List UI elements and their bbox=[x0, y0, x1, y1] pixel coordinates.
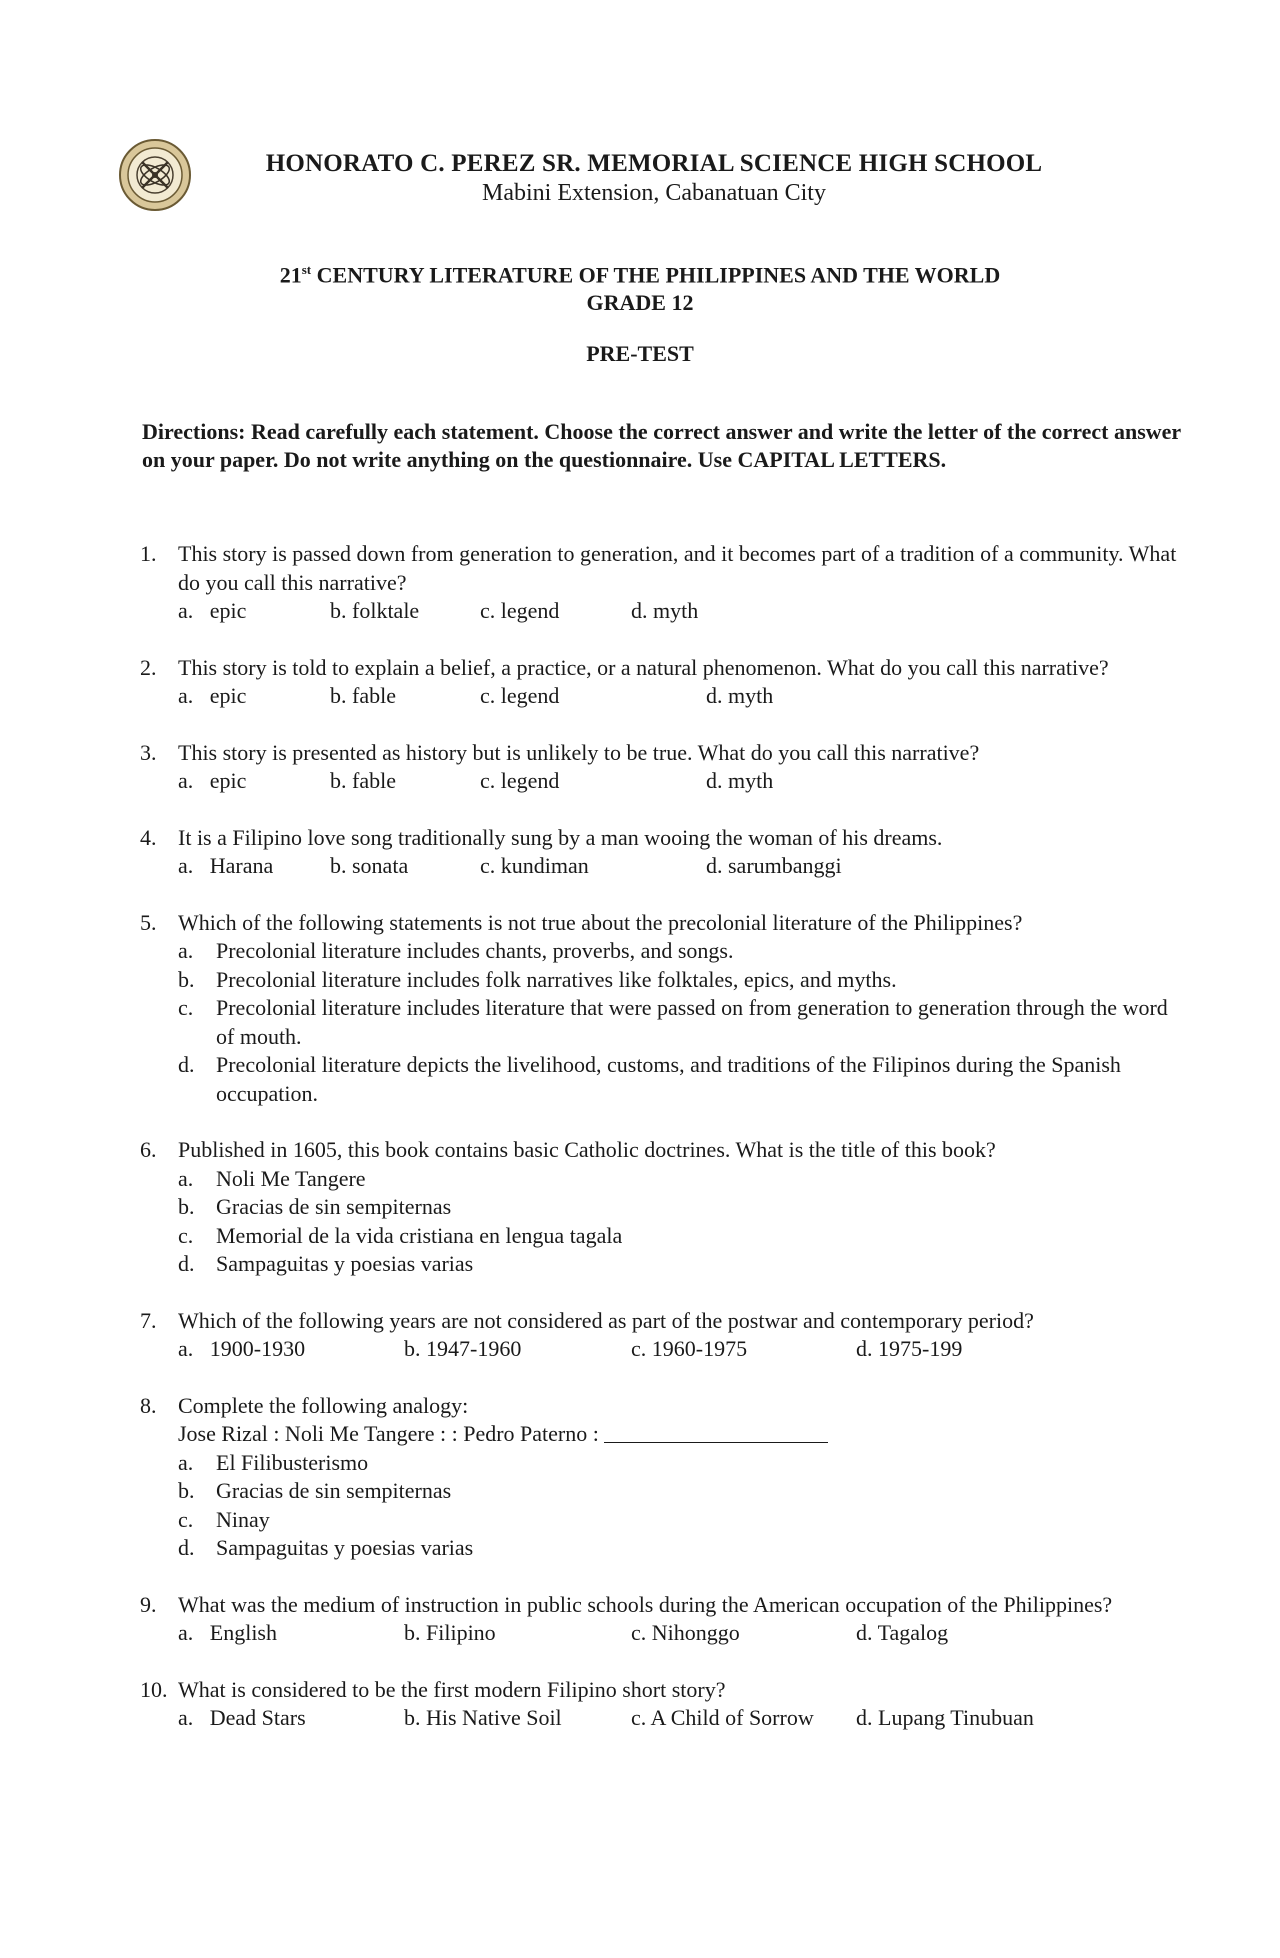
question-text: Complete the following analogy: bbox=[178, 1392, 469, 1418]
analogy-line bbox=[178, 1420, 1188, 1449]
subject-title bbox=[0, 262, 1280, 288]
question-text: Which of the following statements is not true about the precolonial literature of the Philippines? bbox=[178, 909, 1023, 935]
school-header bbox=[0, 136, 1280, 216]
question-number: 6. bbox=[140, 1137, 157, 1162]
question-text: Which of the following years are not considered as part of the postwar and contemporary period? bbox=[178, 1307, 1034, 1333]
question-number: 8. bbox=[140, 1392, 157, 1418]
question-list bbox=[0, 540, 1280, 1761]
question-10 bbox=[0, 1676, 1280, 1733]
question-text: It is a Filipino love song traditionally sung by a man wooing the woman of his dreams. bbox=[178, 824, 943, 850]
question-1 bbox=[0, 540, 1280, 626]
subject-ordinal: 21 bbox=[279, 262, 302, 288]
option-b: b. His Native Soil bbox=[404, 1705, 562, 1730]
subject-title-rest: CENTURY LITERATURE OF THE PHILIPPINES AND THE WORLD bbox=[311, 262, 1001, 288]
subject-ordinal-suffix: st bbox=[301, 262, 312, 277]
question-text: Published in 1605, this book contains basic Catholic doctrines. What is the title of this book? bbox=[178, 1137, 996, 1162]
options-row bbox=[178, 1619, 1280, 1648]
options-row bbox=[178, 597, 1280, 626]
option-b bbox=[178, 1477, 1188, 1506]
option-d bbox=[178, 1250, 1188, 1279]
option-text: Sampaguitas y poesias varias bbox=[216, 1251, 474, 1276]
question-text: What is considered to be the first modern Filipino short story? bbox=[178, 1676, 726, 1702]
question-5 bbox=[0, 909, 1280, 1109]
option-text: Precolonial literature depicts the livelihood, customs, and traditions of the Filipinos during the Spanish occupation. bbox=[216, 1052, 1121, 1106]
option-a: a. epic bbox=[178, 683, 247, 708]
option-text: Gracias de sin sempiternas bbox=[216, 1478, 452, 1503]
option-c bbox=[178, 1222, 1188, 1251]
question-number: 2. bbox=[140, 654, 157, 680]
option-letter: d. bbox=[178, 1535, 195, 1560]
option-letter: c. bbox=[178, 1506, 194, 1532]
question-number: 9. bbox=[140, 1591, 157, 1617]
options-row bbox=[178, 682, 1280, 711]
option-c: c. legend bbox=[480, 598, 560, 623]
option-letter: d. bbox=[178, 1052, 195, 1077]
option-d: d. 1975-199 bbox=[856, 1336, 963, 1361]
question-3 bbox=[0, 739, 1280, 796]
question-6 bbox=[0, 1136, 1280, 1279]
option-letter: b. bbox=[178, 1194, 195, 1219]
answer-blank bbox=[604, 1422, 828, 1443]
options-list bbox=[178, 1449, 1188, 1563]
option-letter: b. bbox=[178, 966, 195, 992]
option-a: a. epic bbox=[178, 598, 247, 623]
option-letter: d. bbox=[178, 1251, 195, 1276]
options-row bbox=[178, 852, 1280, 881]
question-number: 3. bbox=[140, 739, 157, 765]
option-text: Memorial de la vida cristiana en lengua tagala bbox=[216, 1222, 623, 1248]
question-text: This story is passed down from generation to generation, and it becomes part of a tradition of a community. What do you call this narrative? bbox=[178, 541, 1177, 595]
option-b: b. fable bbox=[330, 768, 396, 793]
option-c: c. 1960-1975 bbox=[631, 1336, 748, 1361]
option-letter: c. bbox=[178, 1222, 194, 1248]
options-row bbox=[178, 767, 1280, 796]
option-text: Precolonial literature includes literature that were passed on from generation to generation through the word of mouth. bbox=[216, 995, 1168, 1049]
option-d: d. sarumbanggi bbox=[706, 853, 842, 878]
option-a bbox=[178, 937, 1188, 966]
option-text: Gracias de sin sempiternas bbox=[216, 1194, 452, 1219]
option-a: a. Harana bbox=[178, 853, 274, 878]
question-text: This story is told to explain a belief, a practice, or a natural phenomenon. What do you call this narrative? bbox=[178, 654, 1109, 680]
option-b bbox=[178, 1193, 1188, 1222]
question-9 bbox=[0, 1591, 1280, 1648]
option-a bbox=[178, 1449, 1188, 1478]
option-a: a. English bbox=[178, 1620, 277, 1645]
option-letter: b. bbox=[178, 1478, 195, 1503]
question-text: This story is presented as history but is unlikely to be true. What do you call this narrative? bbox=[178, 739, 980, 765]
question-7 bbox=[0, 1307, 1280, 1364]
option-b: b. folktale bbox=[330, 598, 420, 623]
option-c: c. A Child of Sorrow bbox=[631, 1705, 814, 1730]
option-a bbox=[178, 1165, 1188, 1194]
option-c: c. kundiman bbox=[480, 853, 589, 878]
option-d: d. myth bbox=[631, 598, 699, 623]
question-number: 1. bbox=[140, 541, 157, 566]
option-letter: a. bbox=[178, 1449, 194, 1475]
option-b: b. fable bbox=[330, 683, 396, 708]
option-c bbox=[178, 1506, 1188, 1535]
option-letter: a. bbox=[178, 1165, 194, 1191]
option-a: a. 1900-1930 bbox=[178, 1336, 306, 1361]
option-letter: a. bbox=[178, 938, 194, 963]
analogy-text: Jose Rizal : Noli Me Tangere : : Pedro Paterno : bbox=[178, 1421, 599, 1446]
question-4 bbox=[0, 824, 1280, 881]
school-address: Mabini Extension, Cabanatuan City bbox=[482, 180, 826, 206]
test-type: PRE-TEST bbox=[586, 341, 694, 366]
option-text: El Filibusterismo bbox=[216, 1449, 369, 1475]
options-list bbox=[178, 937, 1188, 1108]
option-d: d. myth bbox=[706, 683, 774, 708]
option-c bbox=[178, 994, 1188, 1051]
directions: Directions: Read carefully each statement. Choose the correct answer and write the letter of the correct answer on your paper. Do not write anything on the questionnaire. Use CAPITAL LETTERS. bbox=[142, 419, 1181, 472]
option-text: Precolonial literature includes chants, proverbs, and songs. bbox=[216, 938, 734, 963]
option-c: c. legend bbox=[480, 683, 560, 708]
option-d: d. myth bbox=[706, 768, 774, 793]
question-number: 10. bbox=[140, 1676, 168, 1702]
option-text: Sampaguitas y poesias varias bbox=[216, 1535, 474, 1560]
option-a: a. epic bbox=[178, 768, 247, 793]
question-2 bbox=[0, 654, 1280, 711]
option-d bbox=[178, 1051, 1188, 1108]
option-d: d. Lupang Tinubuan bbox=[856, 1705, 1034, 1730]
option-d: d. Tagalog bbox=[856, 1620, 949, 1645]
question-number: 5. bbox=[140, 909, 157, 935]
option-c: c. Nihonggo bbox=[631, 1620, 740, 1645]
options-row bbox=[178, 1704, 1280, 1733]
school-name: HONORATO C. PEREZ SR. MEMORIAL SCIENCE HIGH SCHOOL bbox=[265, 150, 1043, 177]
option-b: b. sonata bbox=[330, 853, 409, 878]
option-text: Noli Me Tangere bbox=[216, 1165, 366, 1191]
option-b: b. 1947-1960 bbox=[404, 1336, 522, 1361]
option-text: Ninay bbox=[216, 1506, 270, 1532]
question-number: 7. bbox=[140, 1307, 157, 1333]
options-list bbox=[178, 1165, 1188, 1279]
option-b bbox=[178, 966, 1188, 995]
option-b: b. Filipino bbox=[404, 1620, 496, 1645]
question-number: 4. bbox=[140, 824, 157, 850]
school-seal-icon bbox=[118, 138, 192, 212]
option-a: a. Dead Stars bbox=[178, 1705, 306, 1730]
option-text: Precolonial literature includes folk narratives like folktales, epics, and myths. bbox=[216, 966, 897, 992]
options-row bbox=[178, 1335, 1280, 1364]
option-d bbox=[178, 1534, 1188, 1563]
question-8 bbox=[0, 1392, 1280, 1563]
grade-level: GRADE 12 bbox=[586, 290, 694, 315]
option-c: c. legend bbox=[480, 768, 560, 793]
question-text: What was the medium of instruction in public schools during the American occupation of the Philippines? bbox=[178, 1591, 1113, 1617]
option-letter: c. bbox=[178, 995, 194, 1020]
